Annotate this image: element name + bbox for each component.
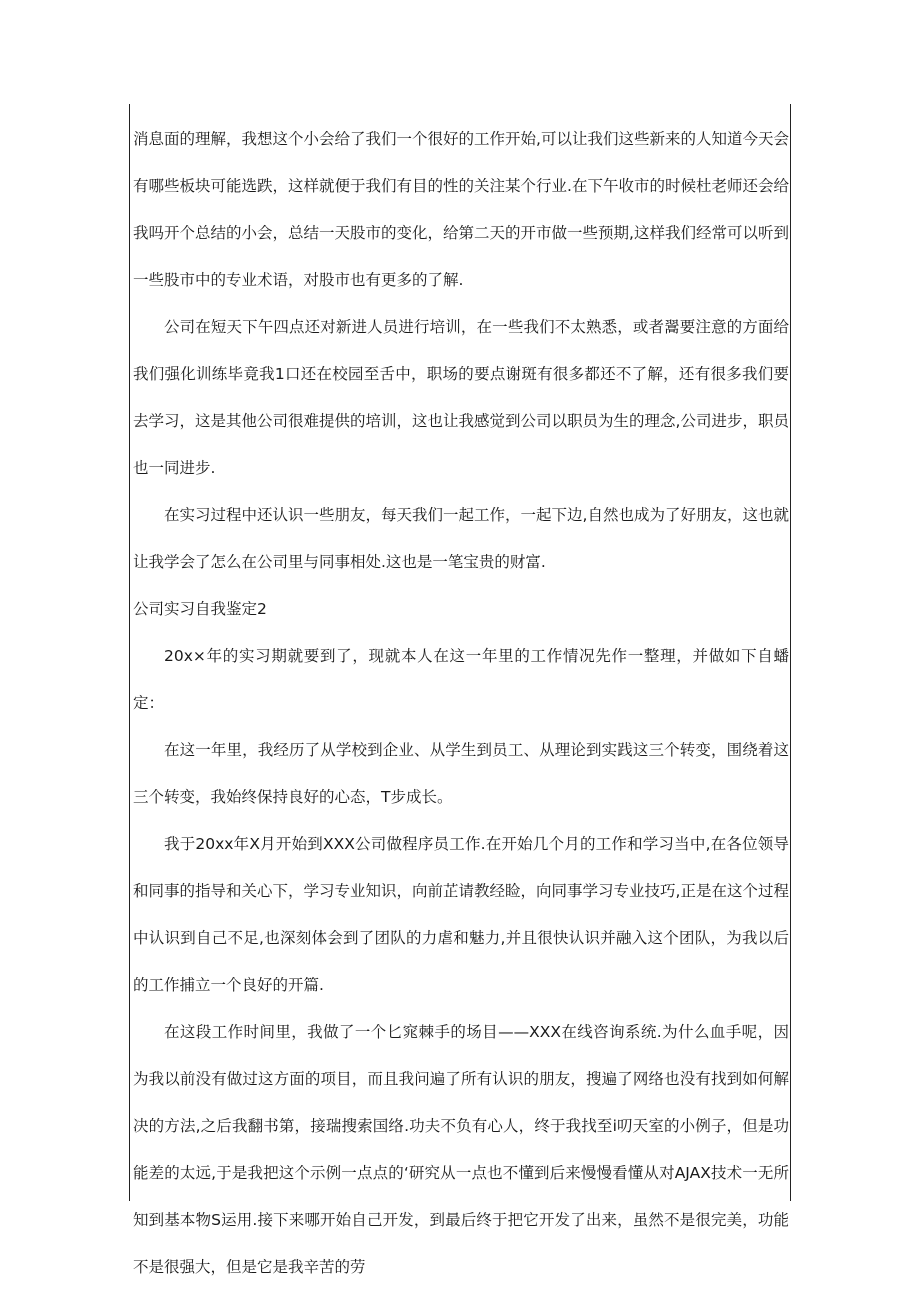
paragraph-online-consulting-project: 在这段工作时间里，我做了一个匕窕棘手的场目——XXX在线咨询系统.为什么血手呢，因为我以前没有做过这方面的项目，而且我问遍了所有认识的朋友，搜遍了网络也没有找到如何解决的方法,之后我翻书第，接瑞搜索国络.功夫不负有心人，终于我找至i叨天室的小例子，但是功能差的太远,于是我把这个示例一点点的‘研究从一点也不懂到后来慢慢看懂从对AJAX技术一无所知到基本物S运用.接下来哪开始自己开发，到最后终于把它开发了出来，虽然不是很完美，功能不是很强大，但是它是我辛苦的劳 — [133, 1023, 789, 1276]
right-border-rule — [790, 104, 791, 1201]
paragraph-internship-summary: 20x×年的实习期就要到了，现就本人在这一年里的工作情况先作一整理，并做如下自蟠定： — [133, 647, 789, 712]
paragraph-programmer-work: 我于20xx年X月开始到XXX公司做程序员工作.在开始几个月的工作和学习当中,在各位领导和同事的指导和关心下，学习专业知识，向前芷请教经睑，向同事学习专业技巧,正是在这个过程中认识到自己不足,也深刻体会到了团队的力虐和魅力,并且很快认识并融入这个团队，为我以后的工作捕立一个良好的开篇. — [133, 835, 789, 994]
paragraph-three-transitions: 在这一年里，我经历了从学校到企业、从学生到员工、从理论到实践这三个转变，围绕着这三个转变，我始终保持良好的心态，T步成长。 — [133, 741, 789, 806]
left-border-rule — [129, 104, 130, 1201]
document-body — [133, 116, 789, 1291]
paragraph-friends: 在实习过程中还认识一些朋友，每天我们一起工作，一起下边,自然也成为了好朋友，这也就让我学会了怎么在公司里与同事相处.这也是一笔宝贵的财富. — [133, 506, 789, 571]
paragraph-company-training: 公司在短天下午四点还对新进人员进行培训，在一些我们不太熟悉，或者翯要注意的方面给我们强化训练毕竟我1口还在校园至舌中，职场的要点谢斑有很多都还不了解，还有很多我们要去学习，这是其他公司很难提供的培训，这也让我感觉到公司以职员为生的理念,公司进步，职员也一同进步. — [133, 318, 789, 477]
section-heading: 公司实习自我鉴定2 — [133, 600, 267, 618]
paragraph-stock-market-meetings: 消息面的理解，我想这个小会给了我们一个很好的工作开始,可以让我们这些新来的人知道今天会有哪些板块可能选跌，这样就便于我们有目的性的关注某个行业.在下午收市的时候杜老师还会给我吗开个总结的小会，总结一天股市的变化，给第二天的开市做一些预期,这样我们经常可以听到一些股市中的专业术语，对股市也有更多的了解. — [133, 130, 789, 289]
